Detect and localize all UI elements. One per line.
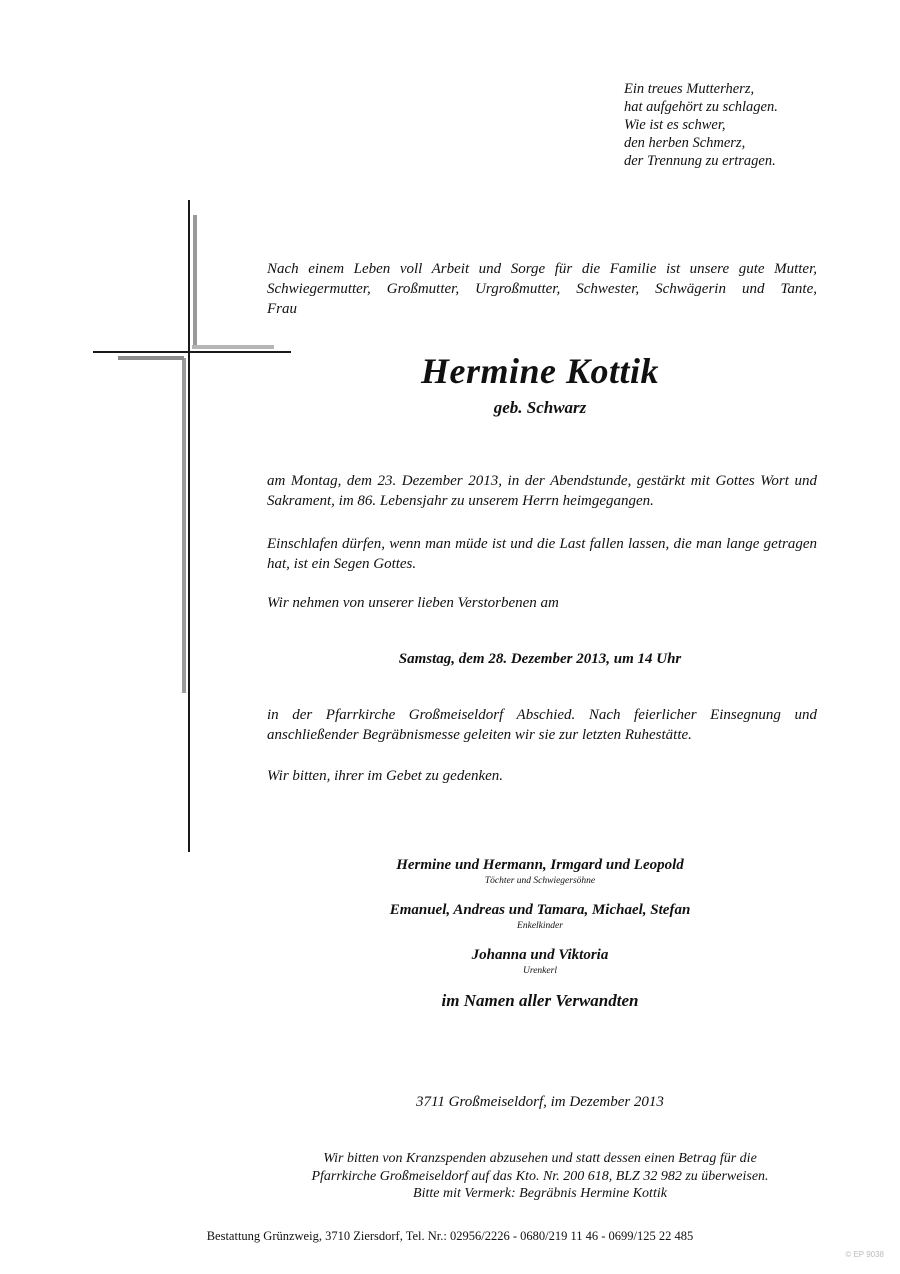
- donation-line: Bitte mit Vermerk: Begräbnis Hermine Kottik: [413, 1186, 667, 1201]
- cross-horizontal-right-shadow: [192, 345, 274, 349]
- undertaker-info: Bestattung Grünzweig, 3710 Ziersdorf, Tel. Nr.: 02956/2226 - 0680/219 11 46 - 0699/125 22 485: [206, 1229, 694, 1243]
- donation-note: [220, 1150, 860, 1203]
- poem-line: der Trennung zu ertragen.: [624, 153, 776, 169]
- mourner-names: Hermine und Hermann, Irmgard und Leopold: [396, 857, 684, 873]
- cross-vertical-lower-shadow: [182, 358, 186, 693]
- cross-vertical-upper-shadow: [193, 215, 197, 348]
- maiden-name: geb. Schwarz: [493, 398, 587, 417]
- intro-last-line: Frau: [267, 301, 297, 317]
- poem-line: hat aufgehört zu schlagen.: [624, 99, 778, 115]
- mourner-relation: Töchter und Schwiegersöhne: [484, 876, 596, 886]
- cross-horizontal-line: [93, 351, 291, 353]
- document-code: © EP 9038: [845, 1250, 884, 1259]
- death-notice: am Montag, dem 23. Dezember 2013, in der Abendstunde, gestärkt mit Gottes Wort und Sakrament, im 86. Lebensjahr zu unserem Herrn heimgegangen.: [267, 473, 817, 509]
- cross-vertical-line: [188, 200, 190, 852]
- mourner-relation: Urenkerl: [523, 966, 557, 976]
- cross-horizontal-left-shadow: [118, 356, 184, 360]
- poem-line: Wie ist es schwer,: [624, 117, 726, 133]
- place-date: 3711 Großmeiseldorf, im Dezember 2013: [416, 1094, 664, 1110]
- donation-line: Wir bitten von Kranzspenden abzusehen und statt dessen einen Betrag für die: [323, 1151, 757, 1166]
- mourner-names: Johanna und Viktoria: [471, 947, 609, 963]
- mourner-relation: Enkelkinder: [517, 921, 563, 931]
- donation-line: Pfarrkirche Großmeiseldorf auf das Kto. Nr. 200 618, BLZ 32 982 zu überweisen.: [311, 1168, 769, 1184]
- intro-sentence: Nach einem Leben voll Arbeit und Sorge für die Familie ist unsere gute Mutter, Schwiegermutter, Großmutter, Urgroßmutter, Schwester, Schwägerin und Tante,: [267, 261, 817, 297]
- relatives-line: im Namen aller Verwandten: [441, 991, 639, 1010]
- funeral-date: Samstag, dem 28. Dezember 2013, um 14 Uhr: [398, 651, 682, 667]
- intro-text: [267, 259, 817, 299]
- poem: [624, 80, 884, 170]
- mourner-names: Emanuel, Andreas und Tamara, Michael, Stefan: [389, 902, 691, 918]
- deceased-name: Hermine Kottik: [420, 351, 659, 391]
- poem-line: den herben Schmerz,: [624, 135, 746, 151]
- prayer-request: Wir bitten, ihrer im Gebet zu gedenken.: [267, 768, 504, 784]
- quote: Einschlafen dürfen, wenn man müde ist und die Last fallen lassen, die man lange getragen hat, ist ein Segen Gottes.: [267, 536, 817, 572]
- poem-line: Ein treues Mutterherz,: [624, 81, 755, 97]
- funeral-place: in der Pfarrkirche Großmeiseldorf Abschied. Nach feierlicher Einsegnung und anschließender Begräbnismesse geleiten wir sie zur letzten Ruhestätte.: [267, 707, 817, 743]
- farewell-intro: Wir nehmen von unserer lieben Verstorbenen am: [267, 595, 559, 611]
